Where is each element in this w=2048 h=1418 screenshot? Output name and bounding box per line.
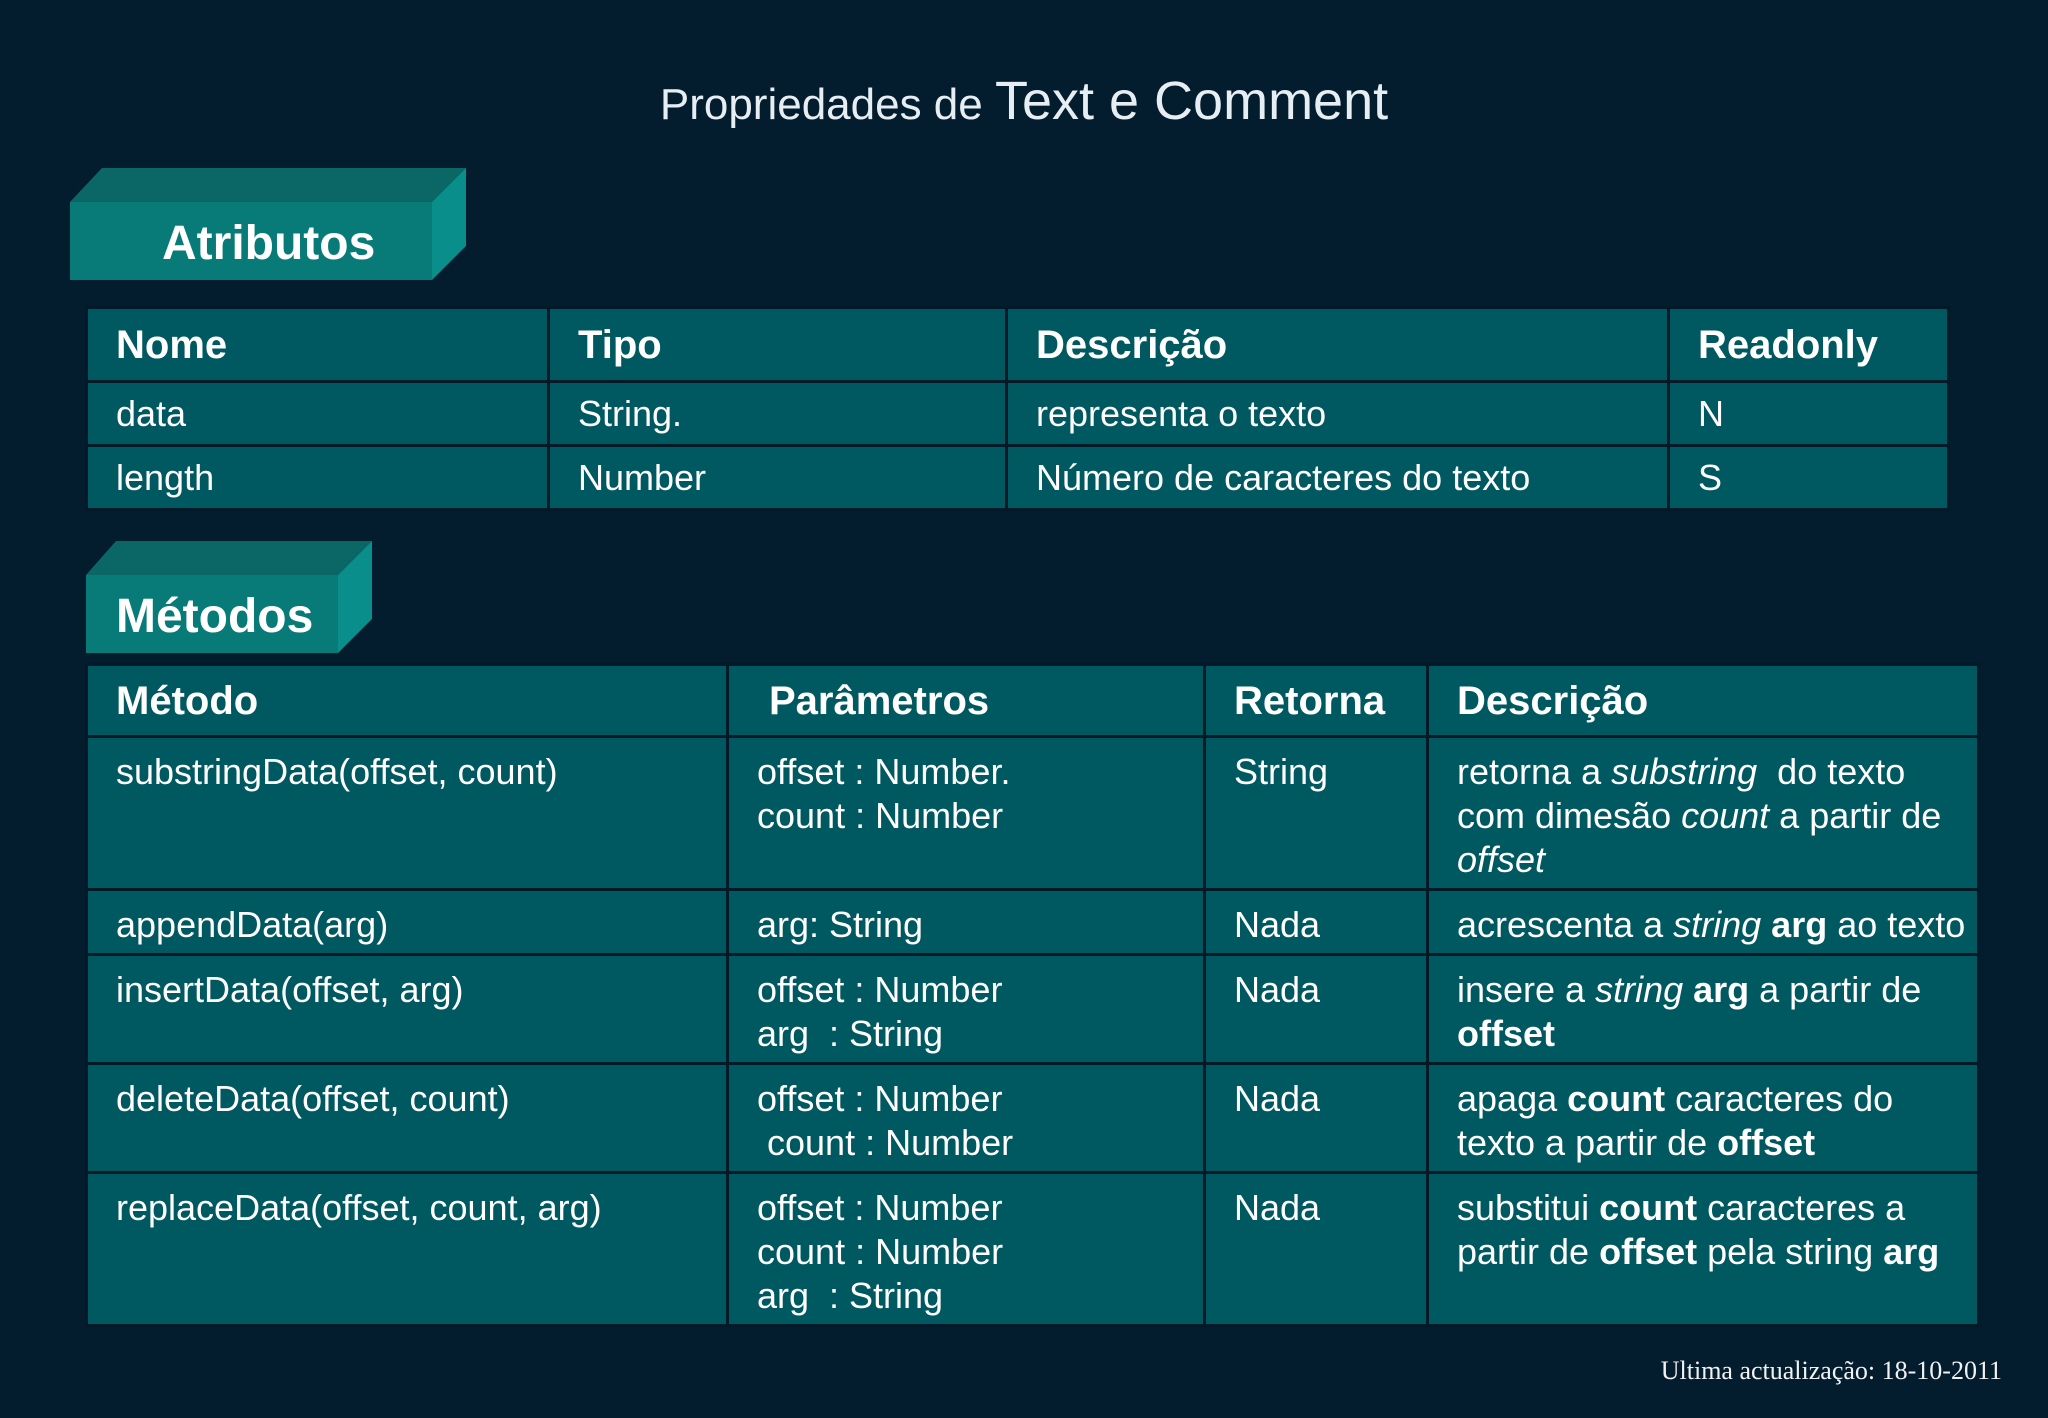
description-segment: acrescenta a — [1457, 904, 1674, 945]
param-line: count : Number — [757, 795, 1004, 836]
method-returns-cell: Nada — [1205, 1173, 1428, 1326]
attr-cell: N — [1669, 382, 1949, 446]
meth-header-retorna: Retorna — [1205, 665, 1428, 737]
description-segment: pela string — [1697, 1231, 1884, 1272]
description-segment: a partir de — [1749, 969, 1932, 1010]
description-segment: arg — [1693, 969, 1750, 1010]
description-segment — [1761, 904, 1771, 945]
method-returns-cell: Nada — [1205, 890, 1428, 955]
method-returns-cell: Nada — [1205, 955, 1428, 1064]
method-name-cell: deleteData(offset, count) — [87, 1064, 728, 1173]
method-returns-cell: String — [1205, 737, 1428, 890]
param-line: offset : Number. — [757, 751, 1011, 792]
description-segment: substring — [1611, 751, 1758, 792]
description-segment: a partir de — [1769, 795, 1952, 836]
title-part2: Text e Comment — [994, 71, 1389, 131]
param-line: offset : Number — [757, 969, 1003, 1010]
method-description-cell — [1428, 1064, 1979, 1173]
table-row — [87, 1173, 1979, 1326]
method-description-cell — [1428, 890, 1979, 955]
meth-header-parametros: Parâmetros — [728, 665, 1205, 737]
attr-cell: String. — [549, 382, 1007, 446]
methods-section-header — [86, 541, 386, 656]
table-row — [87, 955, 1979, 1064]
method-params-cell — [728, 890, 1205, 955]
methods-header-row — [87, 665, 1979, 737]
description-segment: arg — [1771, 904, 1828, 945]
table-row — [87, 737, 1979, 890]
method-description-cell — [1428, 737, 1979, 890]
description-segment: substitui — [1457, 1187, 1600, 1228]
description-segment: count — [1567, 1078, 1666, 1119]
description-segment: offset — [1457, 839, 1546, 880]
attributes-section-header — [70, 168, 470, 283]
param-line: offset : Number — [757, 1187, 1003, 1228]
description-segment: offset — [1457, 1013, 1555, 1054]
description-segment: caracteres do texto a partir de — [1457, 1078, 1904, 1163]
description-segment: offset — [1717, 1122, 1816, 1163]
method-name-cell: replaceData(offset, count, arg) — [87, 1173, 728, 1326]
attr-cell: S — [1669, 446, 1949, 510]
method-params-cell — [728, 737, 1205, 890]
attributes-table — [85, 306, 1950, 511]
description-segment: ao texto — [1827, 904, 1966, 945]
attr-cell: Número de caracteres do texto — [1007, 446, 1669, 510]
description-segment: insere a — [1457, 969, 1596, 1010]
param-line: count : Number — [757, 1231, 1004, 1272]
meth-header-descricao: Descrição — [1428, 665, 1979, 737]
description-segment: apaga — [1457, 1078, 1568, 1119]
param-line: arg: String — [757, 904, 924, 945]
param-line: arg : String — [757, 1013, 944, 1054]
attr-header-tipo: Tipo — [549, 308, 1007, 382]
method-name-cell: insertData(offset, arg) — [87, 955, 728, 1064]
description-segment: do texto com dimesão — [1457, 751, 1916, 836]
attributes-header-row — [87, 308, 1949, 382]
param-line: count : Number — [757, 1122, 1014, 1163]
param-line: offset : Number — [757, 1078, 1003, 1119]
method-name-cell: appendData(arg) — [87, 890, 728, 955]
methods-body — [87, 737, 1979, 1326]
attr-cell: data — [87, 382, 549, 446]
description-segment: retorna a — [1457, 751, 1612, 792]
description-segment: string — [1595, 969, 1684, 1010]
attr-cell: Number — [549, 446, 1007, 510]
title-part1: Propriedades de — [659, 80, 995, 129]
table-row — [87, 890, 1979, 955]
description-segment: caracteres a partir de — [1457, 1187, 1916, 1272]
table-row — [87, 382, 1949, 446]
slide-title — [0, 70, 2048, 132]
table-row — [87, 446, 1949, 510]
table-row — [87, 1064, 1979, 1173]
attr-cell: length — [87, 446, 549, 510]
last-updated-footer: Ultima actualização: 18-10-2011 — [1660, 1356, 2002, 1385]
method-description-cell — [1428, 955, 1979, 1064]
attr-header-readonly: Readonly — [1669, 308, 1949, 382]
attr-cell: representa o texto — [1007, 382, 1669, 446]
methods-section-label: Métodos — [116, 590, 314, 643]
description-segment: count — [1599, 1187, 1698, 1228]
methods-table — [85, 663, 1980, 1327]
description-segment: arg — [1883, 1231, 1940, 1272]
attr-header-nome: Nome — [87, 308, 549, 382]
attributes-section-label: Atributos — [162, 217, 376, 270]
description-segment: string — [1673, 904, 1762, 945]
method-returns-cell: Nada — [1205, 1064, 1428, 1173]
method-params-cell — [728, 1173, 1205, 1326]
attr-header-descricao: Descrição — [1007, 308, 1669, 382]
description-segment — [1683, 969, 1693, 1010]
method-description-cell — [1428, 1173, 1979, 1326]
param-line: arg : String — [757, 1275, 944, 1316]
meth-header-metodo: Método — [87, 665, 728, 737]
method-name-cell: substringData(offset, count) — [87, 737, 728, 890]
method-params-cell — [728, 955, 1205, 1064]
method-params-cell — [728, 1064, 1205, 1173]
description-segment: offset — [1599, 1231, 1698, 1272]
description-segment: count — [1681, 795, 1770, 836]
